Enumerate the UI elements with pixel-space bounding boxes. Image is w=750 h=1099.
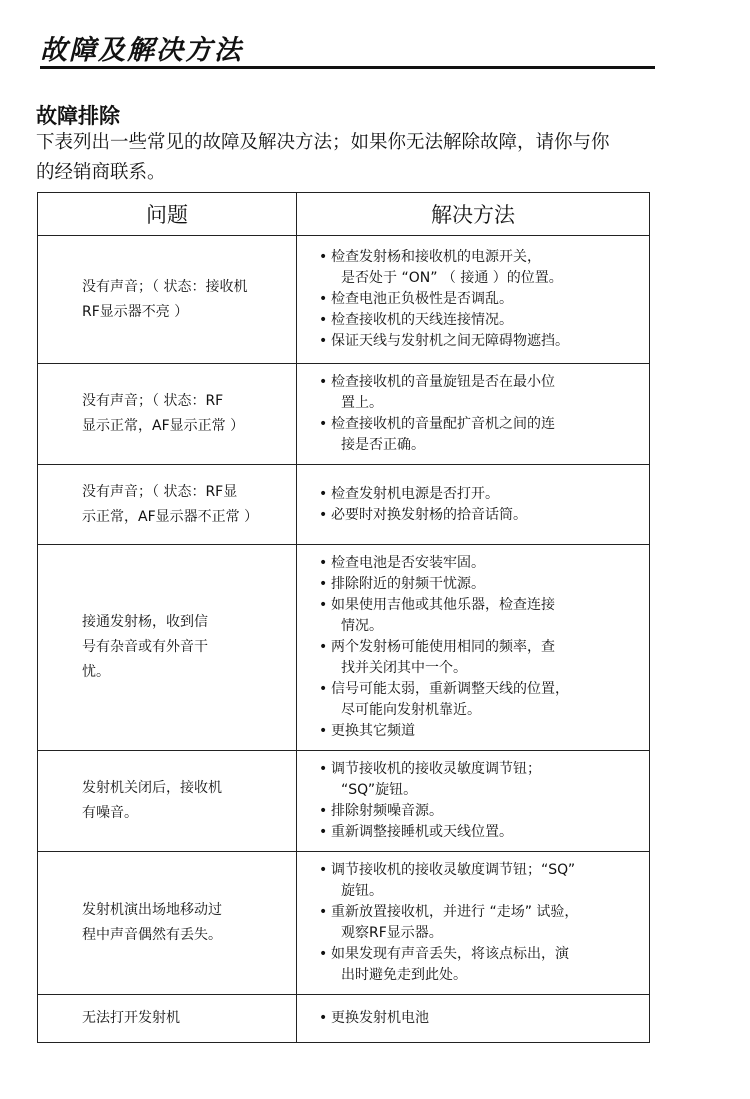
solution-line: • 调节接收机的接收灵敏度调节钮； bbox=[331, 761, 541, 777]
solution-line: • 调节接收机的接收灵敏度调节钮；“SQ” bbox=[331, 862, 576, 878]
solution-list bbox=[297, 751, 649, 851]
solution-list bbox=[297, 545, 649, 750]
problem-text bbox=[38, 898, 296, 948]
problem-text bbox=[38, 610, 296, 685]
troubleshooting-table bbox=[37, 192, 650, 1043]
title-underline bbox=[40, 66, 655, 69]
solution-line: 是否处于 “ON” （ 接通 ）的位置。 bbox=[341, 270, 563, 286]
section-heading: 故障排除 bbox=[36, 104, 120, 128]
solution-item bbox=[331, 310, 637, 331]
solution-item bbox=[331, 331, 637, 352]
solution-line: 找并关闭其中一个。 bbox=[341, 660, 467, 676]
page-title: 故障及解决方法 bbox=[40, 35, 243, 66]
problem-cell bbox=[38, 852, 297, 995]
table-row bbox=[38, 236, 650, 364]
problem-text bbox=[38, 275, 296, 325]
solution-list bbox=[297, 476, 649, 534]
solution-line: • 检查接收机的天线连接情况。 bbox=[331, 312, 513, 328]
problem-line: 没有声音；（ 状态：RF bbox=[82, 393, 224, 409]
solution-item bbox=[331, 902, 637, 944]
problem-line: 示正常，AF显示器不正常 ） bbox=[82, 508, 259, 525]
solution-item bbox=[331, 679, 637, 721]
solution-line: • 更换其它频道 bbox=[331, 723, 415, 739]
solution-item bbox=[331, 484, 637, 505]
solution-item bbox=[331, 414, 637, 456]
table-row bbox=[38, 995, 650, 1043]
solution-item bbox=[331, 801, 637, 822]
solution-line: 旋钮。 bbox=[341, 883, 383, 899]
problem-text bbox=[38, 480, 296, 530]
solution-line: 接是否正确。 bbox=[341, 437, 425, 453]
problem-line: 发射机演出场地移动过 bbox=[82, 902, 222, 918]
table-header-row bbox=[38, 193, 650, 236]
solution-item bbox=[331, 247, 637, 289]
intro-line-2: 的经销商联系。 bbox=[36, 162, 166, 183]
problem-line: 没有声音；（ 状态：接收机 bbox=[82, 278, 248, 295]
problem-line: 忧。 bbox=[82, 664, 110, 680]
solution-line: • 检查接收机的音量配扩音机之间的连 bbox=[331, 416, 555, 432]
solution-line: • 排除射频噪音源。 bbox=[331, 803, 443, 819]
table-row bbox=[38, 852, 650, 995]
problem-line: 没有声音；（ 状态：RF显 bbox=[82, 483, 238, 500]
problem-line: 无法打开发射机 bbox=[82, 1010, 180, 1026]
problem-text bbox=[38, 389, 296, 439]
solution-item bbox=[331, 944, 637, 986]
problem-line: 显示正常，AF显示正常 ） bbox=[82, 418, 245, 434]
solution-item bbox=[331, 372, 637, 414]
table-body bbox=[38, 236, 650, 1043]
table-row bbox=[38, 751, 650, 852]
problem-cell bbox=[38, 465, 297, 545]
problem-line: RF显示器不亮 ） bbox=[82, 303, 189, 320]
solution-line: 情况。 bbox=[341, 618, 383, 634]
solution-line: • 重新放置接收机，并进行 “走场” 试验， bbox=[331, 904, 579, 920]
solution-cell bbox=[297, 236, 650, 364]
solution-line: • 更换发射机电池 bbox=[331, 1010, 429, 1026]
solution-cell bbox=[297, 751, 650, 852]
solution-item bbox=[331, 721, 637, 742]
problem-line: 接通发射杨，收到信 bbox=[82, 614, 208, 630]
solution-item bbox=[331, 505, 637, 526]
problem-line: 程中声音偶然有丢失。 bbox=[82, 927, 222, 943]
solution-line: • 信号可能太弱，重新调整天线的位置， bbox=[331, 681, 569, 697]
intro-line-1: 下表列出一些常见的故障及解决方法；如果你无法解除故障，请你与你 bbox=[36, 132, 610, 153]
solution-item bbox=[331, 289, 637, 310]
solution-item bbox=[331, 1008, 637, 1029]
solution-line: • 检查发射杨和接收机的电源开关， bbox=[331, 249, 541, 265]
solution-cell bbox=[297, 852, 650, 995]
solution-item bbox=[331, 860, 637, 902]
problem-cell bbox=[38, 995, 297, 1043]
solution-line: • 两个发射杨可能使用相同的频率，查 bbox=[331, 639, 555, 655]
solution-cell bbox=[297, 465, 650, 545]
table-row bbox=[38, 364, 650, 465]
problem-text bbox=[38, 1006, 296, 1031]
solution-line: 置上。 bbox=[341, 395, 383, 411]
solution-item bbox=[331, 637, 637, 679]
solution-line: • 检查接收机的音量旋钮是否在最小位 bbox=[331, 374, 555, 390]
solution-line: • 检查电池正负极性是否调乱。 bbox=[331, 291, 513, 307]
solution-cell bbox=[297, 364, 650, 465]
solution-list bbox=[297, 1000, 649, 1037]
solution-item bbox=[331, 553, 637, 574]
intro-paragraph bbox=[36, 128, 666, 188]
solution-line: • 排除附近的射频干忧源。 bbox=[331, 576, 485, 592]
solution-line: • 如果发现有声音丢失，将该点标出，演 bbox=[331, 946, 569, 962]
solution-list bbox=[297, 239, 649, 360]
header-solution: 解决方法 bbox=[297, 193, 650, 236]
solution-line: • 重新调整接睡机或天线位置。 bbox=[331, 824, 513, 840]
problem-cell bbox=[38, 751, 297, 852]
solution-line: 尽可能向发射机靠近。 bbox=[341, 702, 481, 718]
problem-cell bbox=[38, 364, 297, 465]
table-row bbox=[38, 545, 650, 751]
problem-line: 号有杂音或有外音干 bbox=[82, 639, 208, 655]
solution-list bbox=[297, 364, 649, 464]
problem-line: 有噪音。 bbox=[82, 805, 138, 821]
solution-item bbox=[331, 595, 637, 637]
solution-line: • 保证天线与发射机之间无障碍物遮挡。 bbox=[331, 333, 569, 349]
solution-item bbox=[331, 822, 637, 843]
solution-line: 出时避免走到此处。 bbox=[341, 967, 467, 983]
solution-cell bbox=[297, 545, 650, 751]
solution-line: • 检查电池是否安装牢固。 bbox=[331, 555, 485, 571]
solution-list bbox=[297, 852, 649, 994]
solution-item bbox=[331, 759, 637, 801]
solution-line: • 必要时对换发射杨的拾音话筒。 bbox=[331, 506, 527, 523]
solution-line: • 如果使用吉他或其他乐器，检查连接 bbox=[331, 597, 555, 613]
problem-cell bbox=[38, 545, 297, 751]
header-problem: 问题 bbox=[38, 193, 297, 236]
solution-item bbox=[331, 574, 637, 595]
solution-cell bbox=[297, 995, 650, 1043]
problem-text bbox=[38, 776, 296, 826]
problem-cell bbox=[38, 236, 297, 364]
solution-line: 观察RF显示器。 bbox=[341, 925, 443, 941]
problem-line: 发射机关闭后，接收机 bbox=[82, 780, 222, 796]
table-row bbox=[38, 465, 650, 545]
solution-line: “SQ”旋钮。 bbox=[341, 782, 418, 798]
solution-line: • 检查发射机电源是否打开。 bbox=[331, 485, 499, 502]
